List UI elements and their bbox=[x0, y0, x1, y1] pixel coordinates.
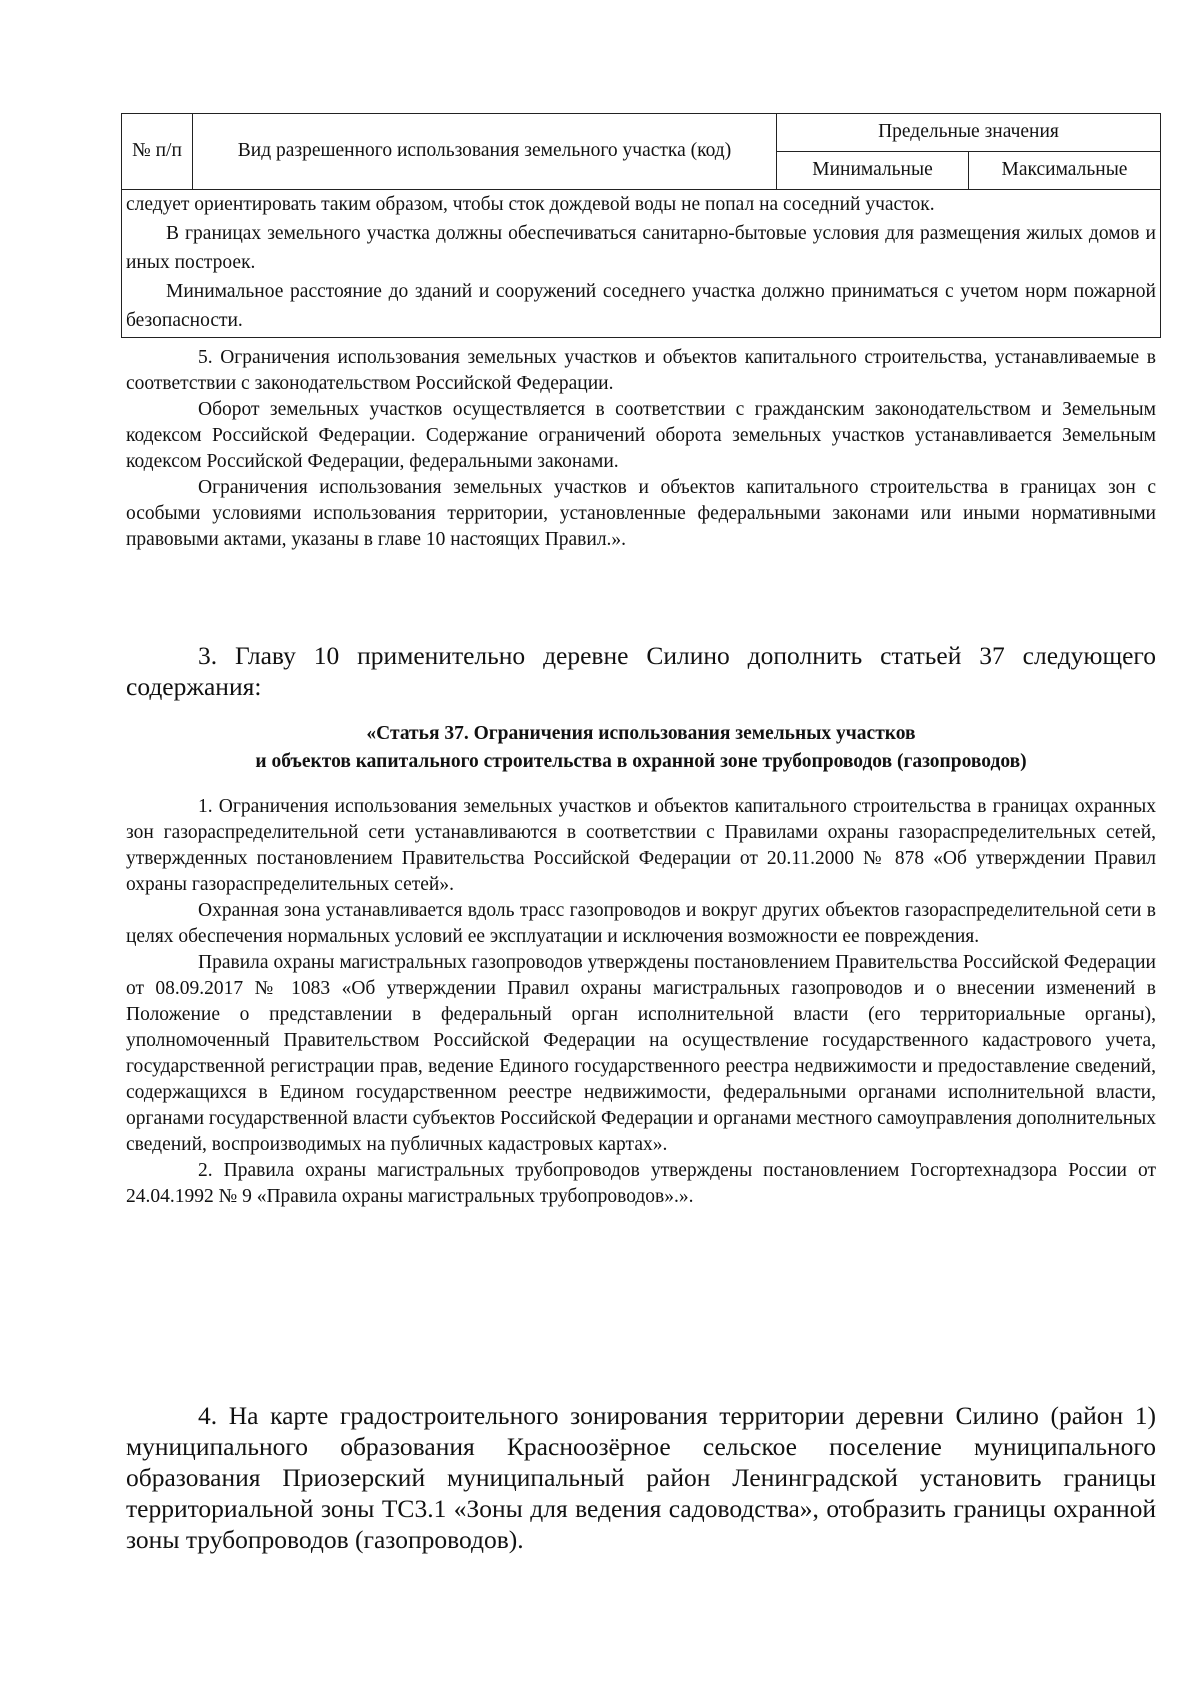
table-header-limits: Предельные значения bbox=[777, 114, 1161, 152]
article-paragraph: Правила охраны магистральных газопроводов утверждены постановлением Правительства Российской Федерации от 08.09.2017 № 1083 «Об утверждении Правил охраны магистральных газопроводов и о внесении изменений в Положение о представлении в федеральный орган исполнительной власти (его территориальные органы), уполномоченный Правительством Российской Федерации на осуществление государственного кадастрового учета, государственной регистрации прав, ведение Единого государственного реестра недвижимости и предоставление сведений, содержащихся в Едином государственном реестре недвижимости, федеральными органами исполнительной власти, органами государственной власти субъектов Российской Федерации и органами местного самоуправления дополнительных сведений, воспроизводимых на публичных кадастровых картах». bbox=[126, 952, 1156, 1155]
section-5-paragraph: Оборот земельных участков осуществляется в соответствии с гражданским законодательством и Земельным кодексом Российской Федерации. Содержание ограничений оборота земельных участков устанавливается Земельным кодексом Российской Федерации, федеральными законами. bbox=[126, 399, 1156, 472]
item-3-text: 3. Главу 10 применительно деревне Силино дополнить статьей 37 следующего содержания: bbox=[126, 641, 1156, 701]
table-text: следует ориентировать таким образом, чтобы сток дождевой воды не попал на соседний участок. bbox=[126, 194, 935, 215]
table-header-max: Максимальные bbox=[969, 152, 1161, 190]
item-3 bbox=[126, 640, 1156, 702]
article-heading: «Статья 37. Ограничения использования земельных участков bbox=[366, 723, 916, 744]
article-heading: и объектов капитального строительства в охранной зоне трубопроводов (газопроводов) bbox=[255, 751, 1027, 772]
table-continuation-cell bbox=[122, 190, 1161, 338]
item-4-text: 4. На карте градостроительного зонирования территории деревни Силино (район 1) муниципального образования Красноозёрное сельское поселение муниципального образования Приозерский муниципальный район Ленинградской установить границы территориальной зоны ТС3.1 «Зоны для ведения садоводства», отобразить границы охранной зоны трубопроводов (газопроводов). bbox=[126, 1401, 1156, 1554]
section-5-paragraph: Ограничения использования земельных участков и объектов капитального строительства в границах зон с особыми условиями использования территории, установленные федеральными законами или иными нормативными правовыми актами, указаны в главе 10 настоящих Правил.». bbox=[126, 477, 1156, 550]
table-header-min: Минимальные bbox=[777, 152, 969, 190]
article-paragraph: 1. Ограничения использования земельных участков и объектов капитального строительства в границах охранных зон газораспределительной сети устанавливаются в соответствии с Правилами охраны газораспределительных сетей, утвержденных постановлением Правительства Российской Федерации от 20.11.2000 № 878 «Об утверждении Правил охраны газораспределительных сетей». bbox=[126, 796, 1156, 895]
section-5-title: 5. Ограничения использования земельных участков и объектов капитального строительства, устанавливаемые в соответствии с законодательством Российской Федерации. bbox=[126, 347, 1156, 394]
table-header-type: Вид разрешенного использования земельного участка (код) bbox=[193, 114, 777, 190]
section-5 bbox=[126, 345, 1156, 553]
article-paragraph: Охранная зона устанавливается вдоль трасс газопроводов и вокруг других объектов газораспределительной сети в целях обеспечения нормальных условий ее эксплуатации и исключения возможности ее повреждения. bbox=[126, 900, 1156, 947]
item-4 bbox=[126, 1400, 1156, 1555]
table-text: Минимальное расстояние до зданий и сооружений соседнего участка должно приниматься с учетом норм пожарной безопасности. bbox=[126, 281, 1156, 331]
land-use-table bbox=[121, 113, 1161, 338]
table-header-num: № п/п bbox=[122, 114, 193, 190]
table-text: В границах земельного участка должны обеспечиваться санитарно-бытовые условия для размещения жилых домов и иных построек. bbox=[126, 223, 1156, 273]
article-37 bbox=[126, 720, 1156, 1210]
article-paragraph: 2. Правила охраны магистральных трубопроводов утверждены постановлением Госгортехнадзора России от 24.04.1992 № 9 «Правила охраны магистральных трубопроводов».». bbox=[126, 1160, 1156, 1207]
